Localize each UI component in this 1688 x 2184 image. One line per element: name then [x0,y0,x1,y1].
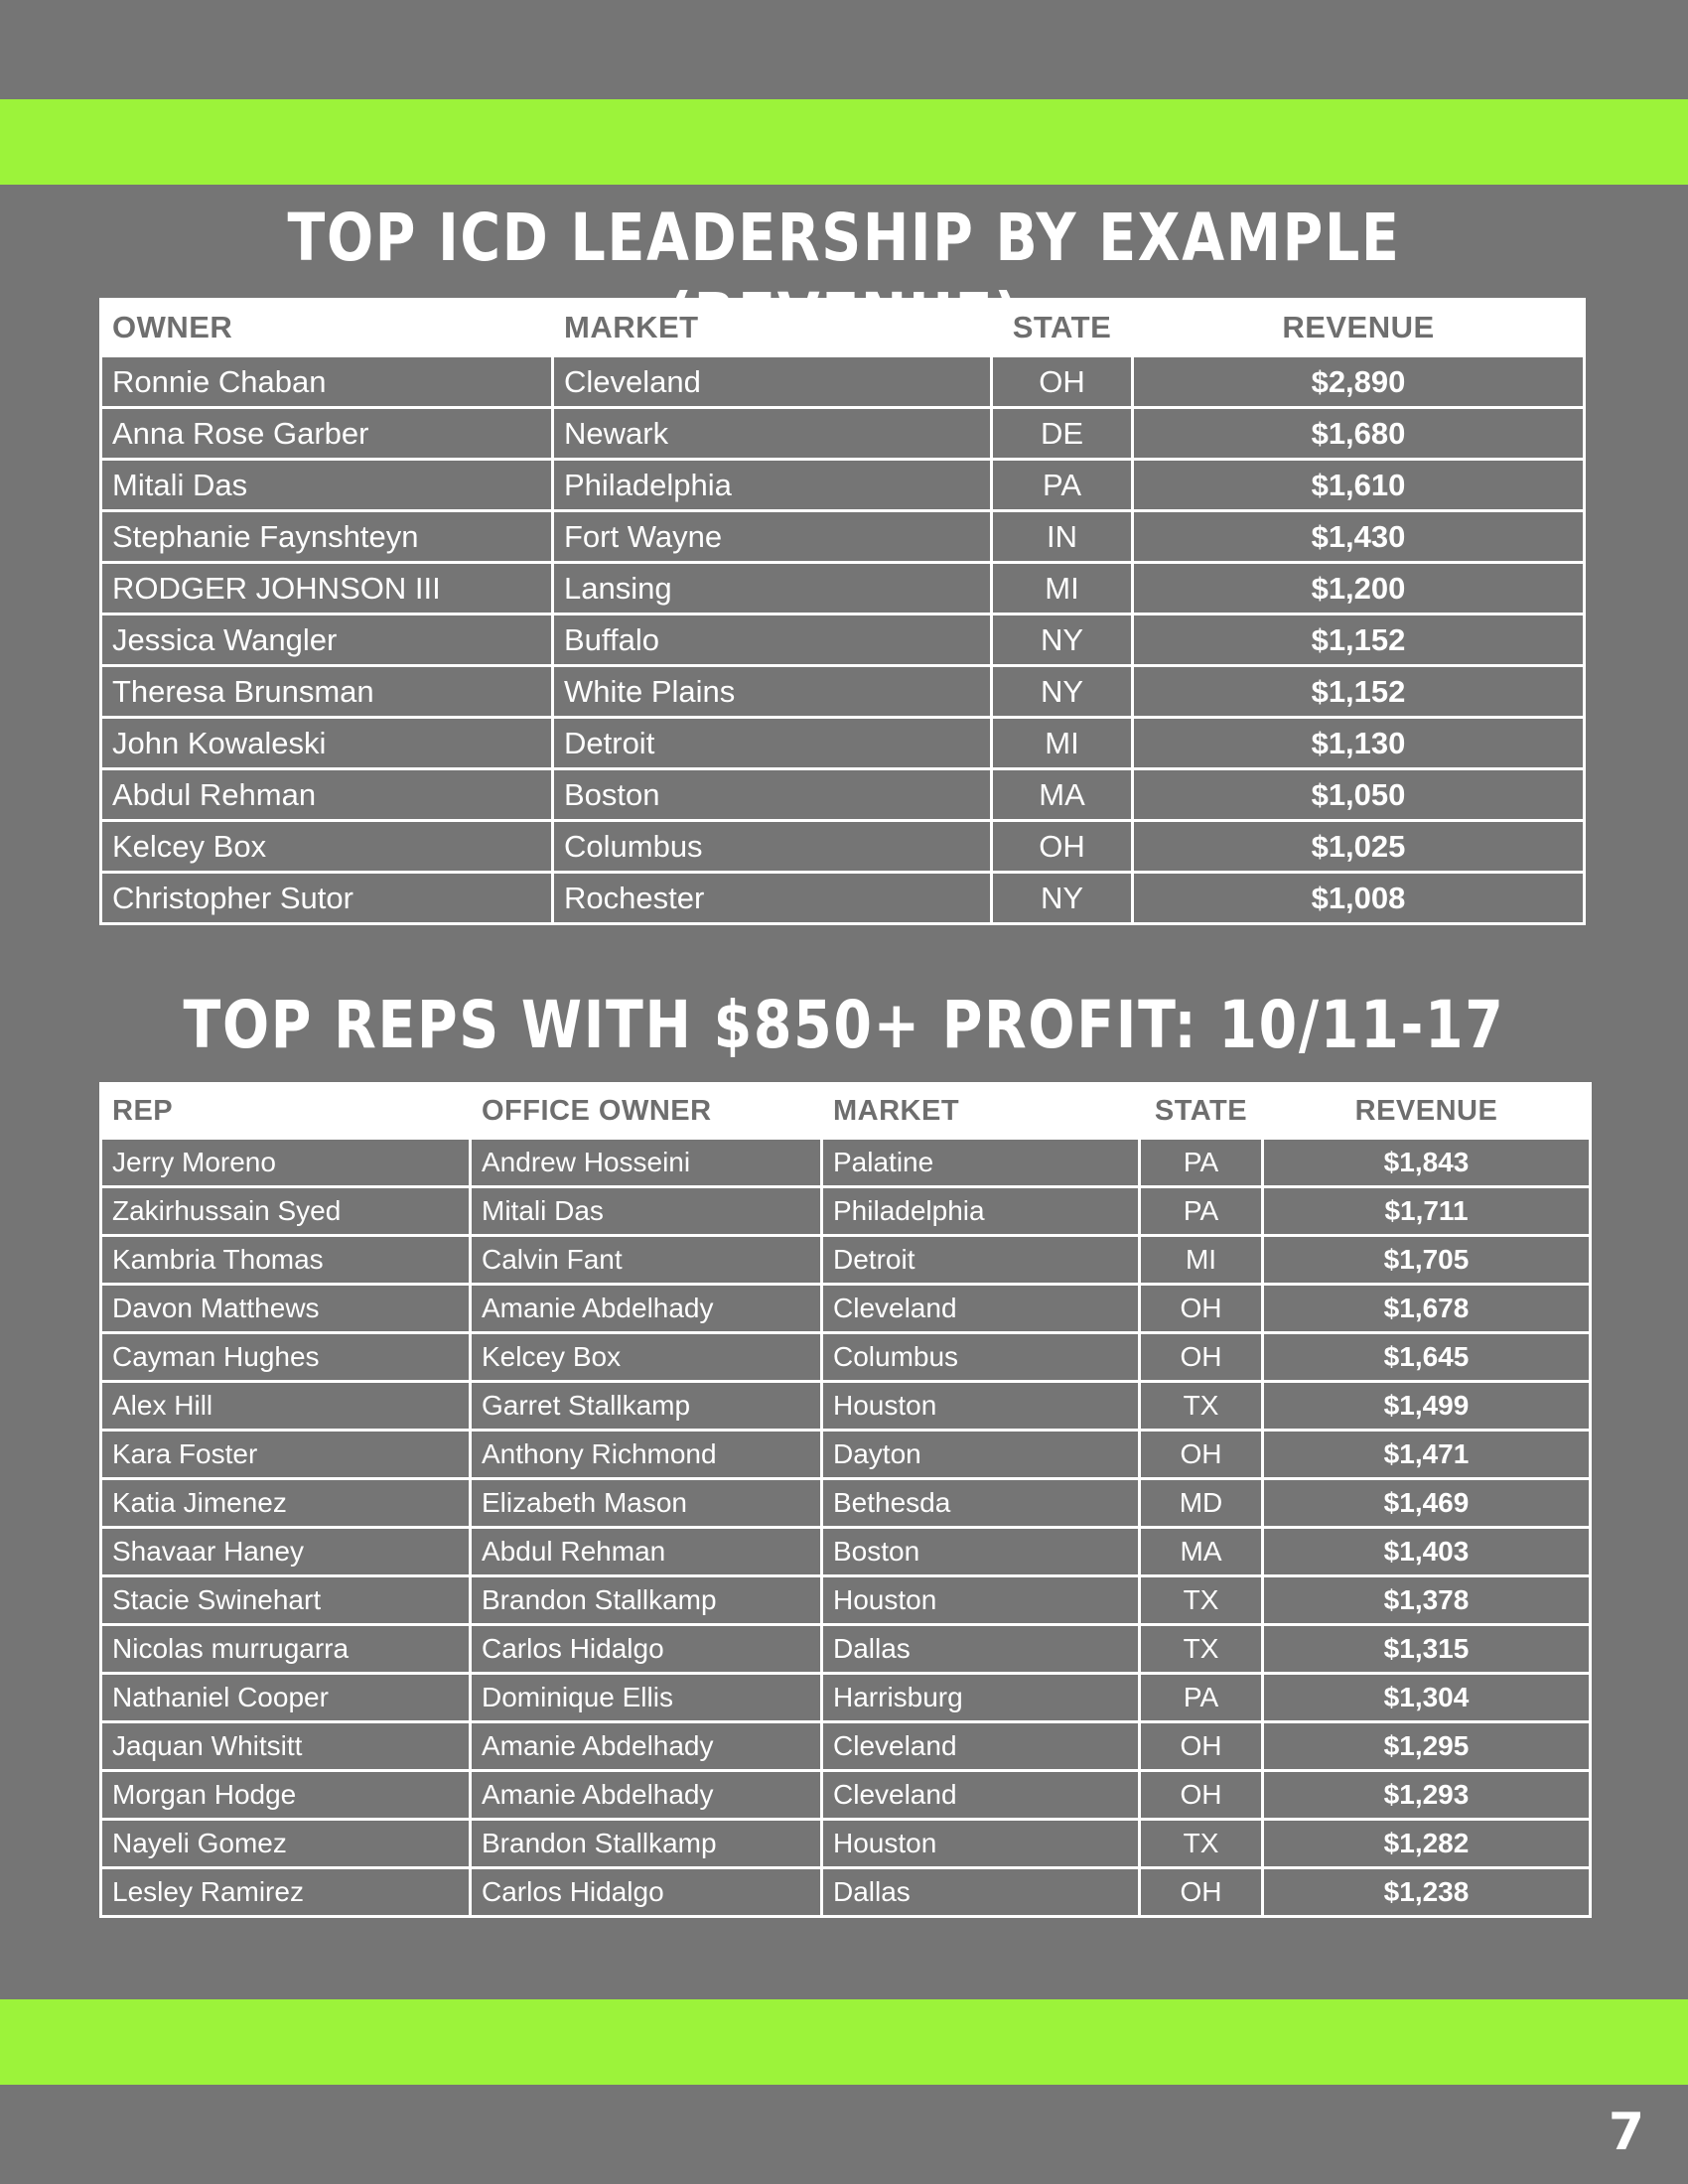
revenue-cell: $1,295 [1263,1722,1591,1771]
revenue-cell: $1,430 [1133,511,1585,563]
market-cell: Cleveland [553,356,992,408]
table-row [101,1820,1591,1868]
state-cell: TX [1140,1576,1263,1625]
table-header-row [101,1084,1591,1139]
state-cell: TX [1140,1820,1263,1868]
office-owner-cell: Amanie Abdelhady [471,1285,822,1333]
owner-cell: Ronnie Chaban [101,356,553,408]
table-row [101,769,1585,821]
office-owner-cell: Garret Stallkamp [471,1382,822,1431]
office-owner-cell: Brandon Stallkamp [471,1576,822,1625]
column-header-office-owner: OFFICE OWNER [471,1084,822,1139]
state-cell: OH [1140,1431,1263,1479]
rep-cell: Lesley Ramirez [101,1868,471,1917]
revenue-cell: $1,610 [1133,460,1585,511]
revenue-cell: $1,304 [1263,1674,1591,1722]
rep-cell: Kambria Thomas [101,1236,471,1285]
rep-cell: Jaquan Whitsitt [101,1722,471,1771]
revenue-cell: $1,469 [1263,1479,1591,1528]
market-cell: Detroit [822,1236,1140,1285]
revenue-cell: $1,499 [1263,1382,1591,1431]
revenue-cell: $1,025 [1133,821,1585,873]
revenue-cell: $1,293 [1263,1771,1591,1820]
table-row [101,1674,1591,1722]
office-owner-cell: Carlos Hidalgo [471,1625,822,1674]
office-owner-cell: Andrew Hosseini [471,1139,822,1187]
owner-cell: Anna Rose Garber [101,408,553,460]
owner-cell: Jessica Wangler [101,614,553,666]
rep-cell: Stacie Swinehart [101,1576,471,1625]
revenue-cell: $1,315 [1263,1625,1591,1674]
page-number: 7 [1608,2103,1644,2162]
revenue-cell: $1,471 [1263,1431,1591,1479]
revenue-cell: $1,008 [1133,873,1585,924]
table-row [101,460,1585,511]
table-row [101,511,1585,563]
state-cell: OH [992,821,1133,873]
market-cell: Houston [822,1820,1140,1868]
column-header-market: MARKET [553,300,992,356]
office-owner-cell: Calvin Fant [471,1236,822,1285]
state-cell: NY [992,873,1133,924]
market-cell: Dayton [822,1431,1140,1479]
market-cell: Cleveland [822,1722,1140,1771]
state-cell: PA [1140,1187,1263,1236]
rep-cell: Morgan Hodge [101,1771,471,1820]
state-cell: NY [992,666,1133,718]
state-cell: PA [992,460,1133,511]
market-cell: White Plains [553,666,992,718]
state-cell: MD [1140,1479,1263,1528]
column-header-state: STATE [1140,1084,1263,1139]
table-row [101,1576,1591,1625]
rep-cell: Jerry Moreno [101,1139,471,1187]
bottom-accent-band [0,1999,1688,2085]
market-cell: Philadelphia [553,460,992,511]
column-header-revenue: REVENUE [1263,1084,1591,1139]
state-cell: OH [992,356,1133,408]
rep-cell: Cayman Hughes [101,1333,471,1382]
column-header-rep: REP [101,1084,471,1139]
state-cell: PA [1140,1674,1263,1722]
table-row [101,1187,1591,1236]
reps-table [99,1082,1592,1918]
state-cell: TX [1140,1382,1263,1431]
state-cell: MA [1140,1528,1263,1576]
table-row [101,1722,1591,1771]
market-cell: Boston [822,1528,1140,1576]
column-header-revenue: REVENUE [1133,300,1585,356]
table-row [101,1528,1591,1576]
table-row [101,1771,1591,1820]
revenue-cell: $1,282 [1263,1820,1591,1868]
market-cell: Houston [822,1576,1140,1625]
state-cell: MI [1140,1236,1263,1285]
rep-cell: Zakirhussain Syed [101,1187,471,1236]
state-cell: MI [992,563,1133,614]
table-row [101,356,1585,408]
table-row [101,1868,1591,1917]
column-header-owner: OWNER [101,300,553,356]
leadership-title: TOP ICD LEADERSHIP BY EXAMPLE [287,200,1401,276]
table-row [101,1236,1591,1285]
rep-cell: Alex Hill [101,1382,471,1431]
market-cell: Dallas [822,1625,1140,1674]
owner-cell: Theresa Brunsman [101,666,553,718]
owner-cell: Mitali Das [101,460,553,511]
state-cell: IN [992,511,1133,563]
revenue-cell: $1,238 [1263,1868,1591,1917]
table-row [101,718,1585,769]
rep-cell: Nathaniel Cooper [101,1674,471,1722]
office-owner-cell: Dominique Ellis [471,1674,822,1722]
market-cell: Philadelphia [822,1187,1140,1236]
state-cell: TX [1140,1625,1263,1674]
market-cell: Fort Wayne [553,511,992,563]
market-cell: Cleveland [822,1771,1140,1820]
state-cell: NY [992,614,1133,666]
column-header-market: MARKET [822,1084,1140,1139]
state-cell: OH [1140,1333,1263,1382]
table-header-row [101,300,1585,356]
office-owner-cell: Elizabeth Mason [471,1479,822,1528]
owner-cell: Christopher Sutor [101,873,553,924]
market-cell: Columbus [553,821,992,873]
leadership-table [99,298,1586,925]
table-row [101,1479,1591,1528]
table-row [101,614,1585,666]
office-owner-cell: Carlos Hidalgo [471,1868,822,1917]
market-cell: Newark [553,408,992,460]
rep-cell: Kara Foster [101,1431,471,1479]
revenue-cell: $1,645 [1263,1333,1591,1382]
owner-cell: Stephanie Faynshteyn [101,511,553,563]
market-cell: Boston [553,769,992,821]
market-cell: Columbus [822,1333,1140,1382]
table-row [101,821,1585,873]
market-cell: Houston [822,1382,1140,1431]
owner-cell: Kelcey Box [101,821,553,873]
table-row [101,563,1585,614]
table-row [101,1382,1591,1431]
revenue-cell: $1,843 [1263,1139,1591,1187]
market-cell: Rochester [553,873,992,924]
market-cell: Palatine [822,1139,1140,1187]
office-owner-cell: Abdul Rehman [471,1528,822,1576]
reps-title: TOP REPS WITH $850+ PROFIT: 10/11-17 [183,987,1505,1063]
table-row [101,408,1585,460]
table-row [101,1285,1591,1333]
revenue-cell: $1,403 [1263,1528,1591,1576]
table-row [101,1333,1591,1382]
rep-cell: Katia Jimenez [101,1479,471,1528]
market-cell: Bethesda [822,1479,1140,1528]
office-owner-cell: Amanie Abdelhady [471,1722,822,1771]
office-owner-cell: Anthony Richmond [471,1431,822,1479]
revenue-cell: $1,378 [1263,1576,1591,1625]
rep-cell: Nayeli Gomez [101,1820,471,1868]
table-row [101,1625,1591,1674]
rep-cell: Nicolas murrugarra [101,1625,471,1674]
revenue-cell: $1,130 [1133,718,1585,769]
revenue-cell: $1,152 [1133,666,1585,718]
table-row [101,1139,1591,1187]
state-cell: OH [1140,1771,1263,1820]
top-accent-band [0,99,1688,185]
market-cell: Cleveland [822,1285,1140,1333]
state-cell: MI [992,718,1133,769]
market-cell: Harrisburg [822,1674,1140,1722]
rep-cell: Shavaar Haney [101,1528,471,1576]
state-cell: OH [1140,1285,1263,1333]
revenue-cell: $1,050 [1133,769,1585,821]
table-row [101,666,1585,718]
owner-cell: RODGER JOHNSON III [101,563,553,614]
market-cell: Lansing [553,563,992,614]
revenue-cell: $1,678 [1263,1285,1591,1333]
office-owner-cell: Kelcey Box [471,1333,822,1382]
state-cell: PA [1140,1139,1263,1187]
revenue-cell: $1,200 [1133,563,1585,614]
state-cell: OH [1140,1722,1263,1771]
revenue-cell: $2,890 [1133,356,1585,408]
owner-cell: John Kowaleski [101,718,553,769]
office-owner-cell: Amanie Abdelhady [471,1771,822,1820]
revenue-cell: $1,152 [1133,614,1585,666]
office-owner-cell: Mitali Das [471,1187,822,1236]
revenue-cell: $1,680 [1133,408,1585,460]
table-row [101,873,1585,924]
market-cell: Dallas [822,1868,1140,1917]
revenue-cell: $1,711 [1263,1187,1591,1236]
table-row [101,1431,1591,1479]
revenue-cell: $1,705 [1263,1236,1591,1285]
market-cell: Buffalo [553,614,992,666]
state-cell: MA [992,769,1133,821]
column-header-state: STATE [992,300,1133,356]
rep-cell: Davon Matthews [101,1285,471,1333]
market-cell: Detroit [553,718,992,769]
office-owner-cell: Brandon Stallkamp [471,1820,822,1868]
state-cell: DE [992,408,1133,460]
state-cell: OH [1140,1868,1263,1917]
owner-cell: Abdul Rehman [101,769,553,821]
